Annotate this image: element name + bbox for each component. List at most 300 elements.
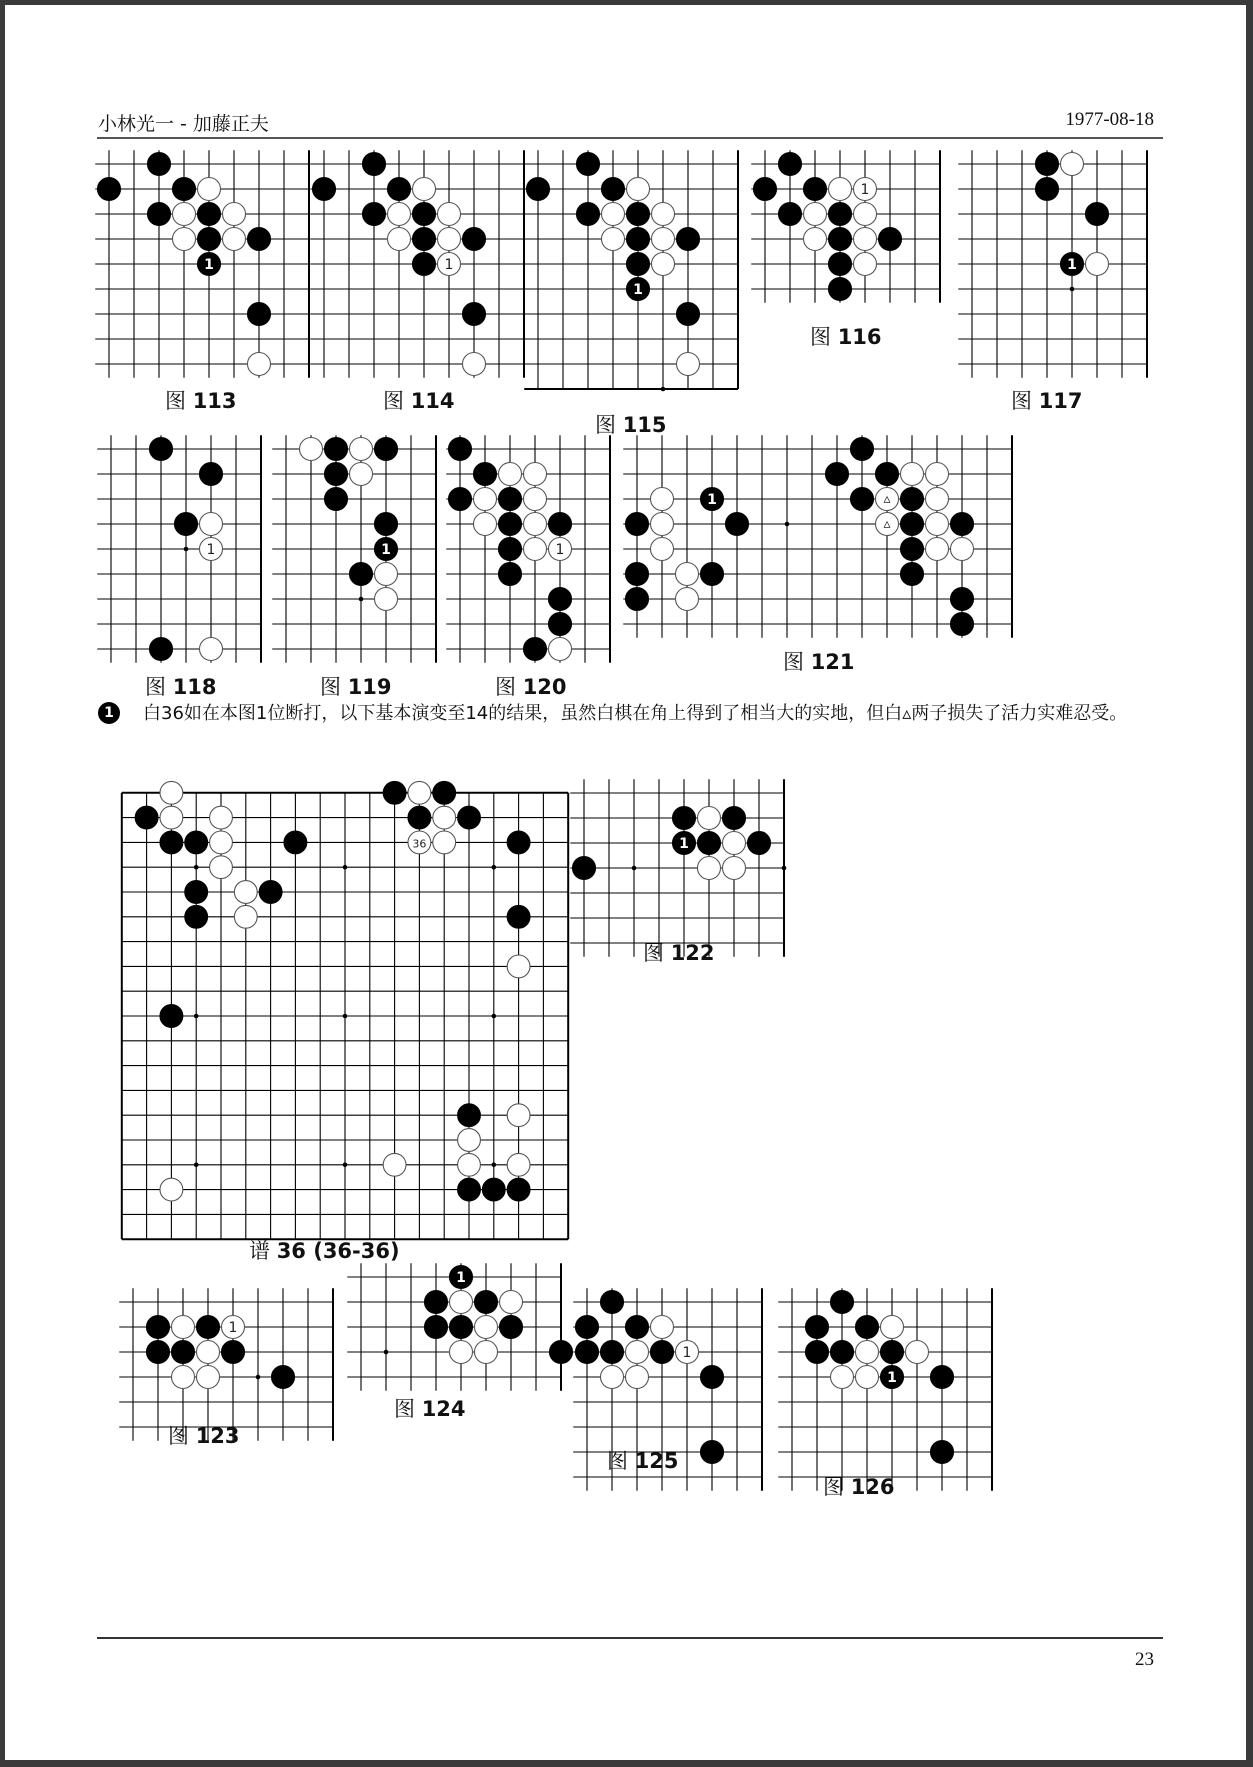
caption-number: 115 [622, 413, 667, 437]
black-stone [185, 831, 208, 854]
go-board-fig118 [86, 424, 286, 674]
footer-rule [97, 1637, 1163, 1639]
black-stone [626, 563, 649, 586]
black-stone [627, 203, 650, 226]
star-point [785, 522, 790, 527]
go-board-fig126 [767, 1277, 1017, 1502]
diagram-caption-fig121 [783, 646, 855, 676]
white-stone [235, 906, 258, 929]
white-stone [626, 1341, 649, 1364]
black-stone [135, 806, 158, 829]
white-stone [375, 563, 398, 586]
black-stone [313, 178, 336, 201]
go-board-fig115 [513, 139, 763, 414]
white-stone [507, 955, 530, 978]
white-stone [881, 1316, 904, 1339]
white-stone [651, 488, 674, 511]
star-point [492, 1163, 497, 1168]
white-stone [677, 353, 700, 376]
caption-prefix: 图 [823, 1475, 844, 1499]
caption-prefix: 图 [495, 675, 516, 699]
black-stone [627, 228, 650, 251]
white-stone [951, 538, 974, 561]
black-stone [185, 881, 208, 904]
caption-prefix: 图 [607, 1449, 628, 1473]
star-point [343, 1014, 348, 1019]
stone-label: 1 [1067, 257, 1077, 273]
black-stone [527, 178, 550, 201]
black-stone [150, 438, 173, 461]
black-stone [507, 831, 530, 854]
white-stone [408, 782, 431, 805]
black-stone [458, 1178, 481, 1201]
white-stone [854, 203, 877, 226]
black-stone [272, 1366, 295, 1389]
black-stone [831, 1291, 854, 1314]
go-board-fig116 [740, 139, 965, 314]
black-stone [499, 513, 522, 536]
black-stone [901, 488, 924, 511]
black-stone [626, 588, 649, 611]
black-stone [701, 1441, 724, 1464]
black-stone [879, 228, 902, 251]
black-stone [147, 1316, 170, 1339]
black-stone [413, 253, 436, 276]
black-stone [1036, 153, 1059, 176]
stone-label: 1 [633, 282, 643, 298]
stone-label: 1 [679, 836, 689, 852]
black-stone [951, 588, 974, 611]
white-stone [804, 203, 827, 226]
go-board-fig121 [612, 424, 1037, 649]
white-stone [172, 1316, 195, 1339]
white-stone [438, 228, 461, 251]
white-stone [300, 438, 323, 461]
caption-prefix: 图 [643, 941, 664, 965]
white-stone [926, 488, 949, 511]
white-stone [433, 831, 456, 854]
black-stone [651, 1341, 674, 1364]
diagram-caption-fig124 [394, 1393, 466, 1423]
black-stone [175, 513, 198, 536]
white-stone [172, 1366, 195, 1389]
star-point [661, 387, 666, 392]
caption-number: 126 [850, 1475, 895, 1499]
star-point [343, 1163, 348, 1168]
white-stone [698, 857, 721, 880]
caption-number: 122 [670, 941, 715, 965]
black-stone [507, 1178, 530, 1201]
header-title: 小林光一 - 加藤正夫 [98, 113, 269, 135]
star-point [184, 547, 189, 552]
white-stone [160, 806, 183, 829]
white-stone [652, 228, 675, 251]
black-stone [425, 1291, 448, 1314]
white-stone [458, 1154, 481, 1177]
white-stone [200, 513, 223, 536]
white-stone [388, 228, 411, 251]
caption-prefix: 谱 [249, 1239, 270, 1263]
white-stone [450, 1341, 473, 1364]
white-stone [475, 1341, 498, 1364]
white-stone [602, 228, 625, 251]
go-board-fig119 [261, 424, 461, 674]
page-number: 23 [1135, 1649, 1154, 1670]
black-stone [413, 203, 436, 226]
black-stone [829, 203, 852, 226]
black-stone [325, 488, 348, 511]
caption-prefix: 图 [595, 413, 616, 437]
white-stone [651, 1316, 674, 1339]
white-stone [223, 203, 246, 226]
black-stone [851, 438, 874, 461]
black-stone [826, 463, 849, 486]
white-stone [524, 538, 547, 561]
black-stone [577, 203, 600, 226]
white-stone [524, 488, 547, 511]
black-stone [576, 1341, 599, 1364]
white-stone [458, 1129, 481, 1152]
black-stone [701, 1366, 724, 1389]
black-stone [627, 253, 650, 276]
black-stone [173, 178, 196, 201]
black-stone [98, 178, 121, 201]
white-stone [901, 463, 924, 486]
go-board-kifu36 [97, 768, 593, 1264]
white-stone [438, 203, 461, 226]
black-stone [148, 203, 171, 226]
black-stone [601, 1341, 624, 1364]
white-stone [676, 588, 699, 611]
diagram-caption-fig116 [810, 321, 882, 351]
white-stone [197, 1366, 220, 1389]
stone-label: 1 [456, 1270, 466, 1286]
white-stone [804, 228, 827, 251]
go-board-fig120 [435, 424, 635, 674]
caption-prefix: 图 [145, 675, 166, 699]
black-stone [549, 513, 572, 536]
black-stone [602, 178, 625, 201]
stone-label: 1 [381, 542, 391, 558]
star-point [194, 865, 199, 870]
caption-prefix: 图 [168, 1424, 189, 1448]
black-stone [160, 1005, 183, 1028]
black-stone [577, 153, 600, 176]
white-stone [223, 228, 246, 251]
caption-prefix: 图 [810, 325, 831, 349]
caption-prefix: 图 [165, 389, 186, 413]
white-stone [723, 857, 746, 880]
white-stone [1061, 153, 1084, 176]
black-stone [350, 563, 373, 586]
white-stone [602, 203, 625, 226]
caption-number: 124 [421, 1397, 466, 1421]
black-stone [259, 881, 282, 904]
black-stone [601, 1291, 624, 1314]
white-stone [350, 463, 373, 486]
black-stone [500, 1316, 523, 1339]
stone-label: 1 [860, 182, 870, 198]
diagram-caption-fig125 [607, 1445, 679, 1475]
black-stone [673, 807, 696, 830]
white-stone [652, 253, 675, 276]
go-board-fig117 [947, 139, 1172, 389]
black-stone [463, 303, 486, 326]
white-stone [601, 1366, 624, 1389]
white-stone [626, 1366, 649, 1389]
white-stone [652, 203, 675, 226]
caption-number: 114 [410, 389, 455, 413]
black-stone [248, 303, 271, 326]
stone-label: 1 [444, 257, 454, 273]
black-stone [185, 906, 208, 929]
white-stone [676, 563, 699, 586]
white-stone [433, 806, 456, 829]
white-stone [507, 1154, 530, 1177]
white-stone [651, 513, 674, 536]
black-stone [150, 638, 173, 661]
black-stone [198, 228, 221, 251]
diagram-caption-fig113 [165, 385, 237, 415]
black-stone [499, 488, 522, 511]
caption-number: 118 [172, 675, 217, 699]
diagram-caption-fig118 [145, 671, 217, 701]
caption-number: 116 [837, 325, 882, 349]
stone-label: 1 [682, 1345, 692, 1361]
note-marker-stone: 1 [98, 702, 120, 724]
go-board-fig113 [84, 139, 334, 389]
black-stone [483, 1178, 506, 1201]
caption-number: 117 [1038, 389, 1083, 413]
black-stone [363, 203, 386, 226]
black-stone [325, 463, 348, 486]
black-stone [576, 1316, 599, 1339]
black-stone [804, 178, 827, 201]
stone-label: 1 [887, 1370, 897, 1386]
white-stone [926, 513, 949, 536]
white-stone [500, 1291, 523, 1314]
black-stone [677, 228, 700, 251]
black-stone [284, 831, 307, 854]
white-stone [926, 463, 949, 486]
black-stone [677, 303, 700, 326]
white-stone [831, 1366, 854, 1389]
black-stone [507, 906, 530, 929]
caption-prefix: 图 [394, 1397, 415, 1421]
star-point [492, 1014, 497, 1019]
white-stone [383, 1154, 406, 1177]
white-stone [499, 463, 522, 486]
white-stone [350, 438, 373, 461]
black-stone [754, 178, 777, 201]
black-stone [806, 1341, 829, 1364]
black-stone [160, 831, 183, 854]
white-stone [388, 203, 411, 226]
black-stone [198, 203, 221, 226]
white-stone [413, 178, 436, 201]
stone-label: 36 [412, 837, 427, 851]
caption-number: 125 [634, 1449, 679, 1473]
white-stone [524, 513, 547, 536]
caption-number: 113 [192, 389, 237, 413]
black-stone [626, 513, 649, 536]
black-stone [147, 1341, 170, 1364]
caption-number: 119 [347, 675, 392, 699]
white-stone [474, 513, 497, 536]
white-stone [1086, 253, 1109, 276]
black-stone [499, 563, 522, 586]
stone-label: 1 [206, 542, 216, 558]
black-stone [363, 153, 386, 176]
white-stone [829, 178, 852, 201]
stone-label: 1 [204, 257, 214, 273]
caption-number: 121 [810, 650, 855, 674]
white-stone [698, 807, 721, 830]
black-stone [248, 228, 271, 251]
white-stone [210, 831, 233, 854]
black-stone [549, 613, 572, 636]
star-point [632, 866, 637, 871]
black-stone [876, 463, 899, 486]
white-stone [173, 203, 196, 226]
black-stone [388, 178, 411, 201]
white-stone [210, 806, 233, 829]
star-point [194, 1163, 199, 1168]
black-stone [698, 832, 721, 855]
diagram-caption-fig126 [823, 1471, 895, 1501]
black-stone [901, 538, 924, 561]
black-stone [723, 807, 746, 830]
black-stone [463, 228, 486, 251]
black-stone [475, 1291, 498, 1314]
caption-prefix: 图 [383, 389, 404, 413]
black-stone [851, 488, 874, 511]
black-stone [901, 563, 924, 586]
star-point [384, 1350, 389, 1355]
black-stone [829, 228, 852, 251]
black-stone [951, 513, 974, 536]
caption-prefix: 图 [1011, 389, 1032, 413]
black-stone [748, 832, 771, 855]
black-stone [375, 513, 398, 536]
caption-number: 123 [195, 1424, 240, 1448]
white-stone [160, 782, 183, 805]
white-stone [723, 832, 746, 855]
stone-label: 1 [707, 492, 717, 508]
document-page [5, 5, 1246, 1760]
black-stone [829, 253, 852, 276]
star-point [343, 865, 348, 870]
white-stone [651, 538, 674, 561]
star-point [492, 865, 497, 870]
white-stone [173, 228, 196, 251]
black-stone [425, 1316, 448, 1339]
black-stone [726, 513, 749, 536]
caption-prefix: 图 [320, 675, 341, 699]
white-stone [906, 1341, 929, 1364]
white-stone [200, 638, 223, 661]
black-stone [458, 1104, 481, 1127]
stone-label: 1 [228, 1320, 238, 1336]
black-stone [433, 782, 456, 805]
black-stone [881, 1341, 904, 1364]
white-stone [856, 1366, 879, 1389]
black-stone [951, 613, 974, 636]
black-stone [1086, 203, 1109, 226]
black-stone [450, 1316, 473, 1339]
white-stone [474, 488, 497, 511]
black-stone [549, 588, 572, 611]
star-point [256, 1375, 261, 1380]
diagram-caption-fig114 [383, 385, 455, 415]
black-stone [931, 1441, 954, 1464]
black-stone [172, 1341, 195, 1364]
diagram-caption-fig123 [168, 1420, 240, 1450]
black-stone [197, 1316, 220, 1339]
black-stone [901, 513, 924, 536]
stone-label: ▵ [883, 516, 891, 532]
white-stone [160, 1178, 183, 1201]
black-stone [806, 1316, 829, 1339]
black-stone [856, 1316, 879, 1339]
white-stone [856, 1341, 879, 1364]
black-stone [413, 228, 436, 251]
diagram-caption-fig122 [643, 937, 715, 967]
black-stone [383, 782, 406, 805]
white-stone [198, 178, 221, 201]
white-stone [210, 856, 233, 879]
star-point [1070, 287, 1075, 292]
black-stone [222, 1341, 245, 1364]
black-stone [458, 806, 481, 829]
white-stone [235, 881, 258, 904]
white-stone [549, 638, 572, 661]
black-stone [200, 463, 223, 486]
black-stone [408, 806, 431, 829]
star-point [782, 866, 787, 871]
black-stone [375, 438, 398, 461]
note-text: 白36如在本图1位断打，以下基本演变至14的结果，虽然白棋在角上得到了相当大的实地，但白▵两子损失了活力实难忍受。 [143, 703, 1128, 724]
star-point [194, 1014, 199, 1019]
white-stone [854, 228, 877, 251]
stone-label: 1 [555, 542, 565, 558]
white-stone [375, 588, 398, 611]
white-stone [524, 463, 547, 486]
go-board-fig114 [299, 139, 549, 389]
black-stone [449, 438, 472, 461]
white-stone [627, 178, 650, 201]
white-stone [854, 253, 877, 276]
header-date: 1977-08-18 [1065, 109, 1154, 130]
diagram-caption-fig117 [1011, 385, 1083, 415]
black-stone [148, 153, 171, 176]
white-stone [475, 1316, 498, 1339]
caption-number: 36 (36-36) [276, 1239, 400, 1263]
black-stone [931, 1366, 954, 1389]
white-stone [507, 1104, 530, 1127]
white-stone [463, 353, 486, 376]
black-stone [325, 438, 348, 461]
star-point [359, 597, 364, 602]
black-stone [499, 538, 522, 561]
diagram-caption-fig120 [495, 671, 567, 701]
stone-label: ▵ [883, 491, 891, 507]
black-stone [1036, 178, 1059, 201]
black-stone [779, 203, 802, 226]
black-stone [474, 463, 497, 486]
white-stone [450, 1291, 473, 1314]
black-stone [701, 563, 724, 586]
